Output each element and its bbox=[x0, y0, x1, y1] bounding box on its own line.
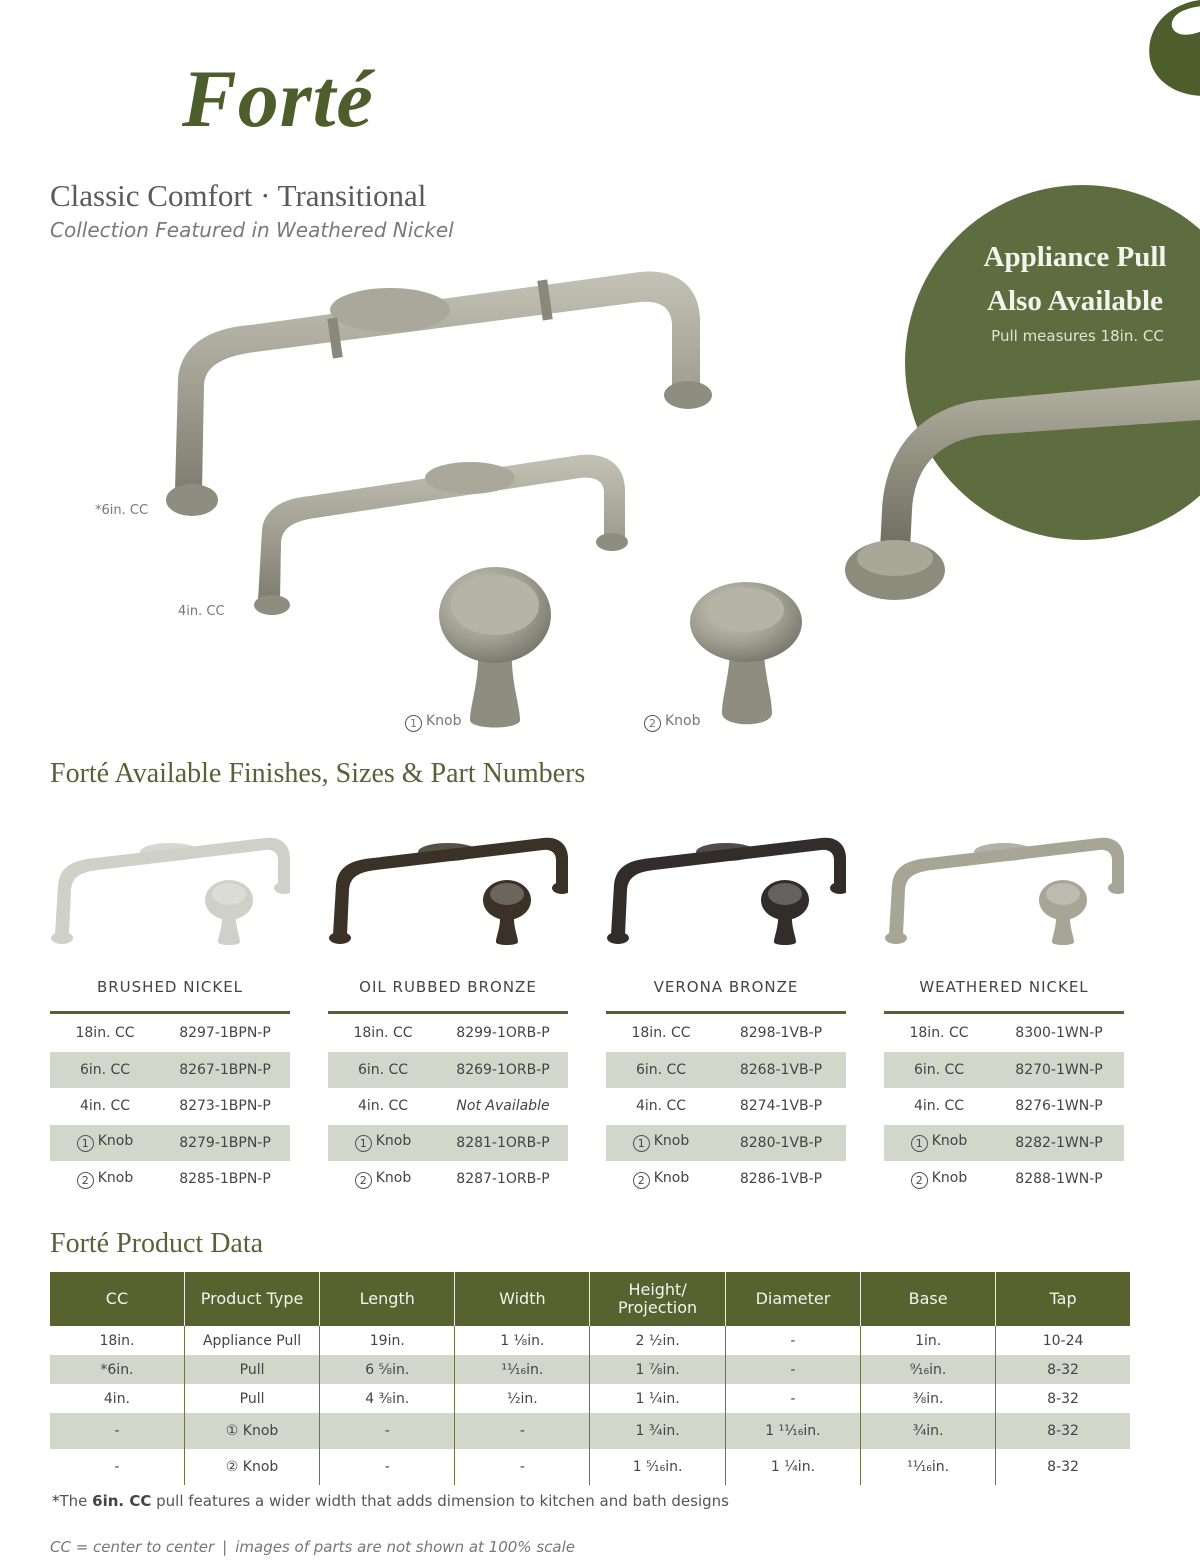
cell-width: - bbox=[455, 1449, 590, 1485]
table-row bbox=[50, 1413, 1130, 1449]
header-tap: Tap bbox=[996, 1272, 1130, 1326]
header-width: Width bbox=[455, 1272, 590, 1326]
finish-column bbox=[328, 830, 568, 1188]
cell-cc: *6in. bbox=[50, 1355, 184, 1384]
finish-rows bbox=[884, 1015, 1124, 1198]
finish-part-number: 8269-1ORB-P bbox=[456, 1061, 550, 1078]
finish-rule bbox=[328, 1011, 568, 1014]
finish-size bbox=[50, 1025, 160, 1041]
finish-product-image bbox=[884, 830, 1124, 960]
finish-size bbox=[884, 1025, 994, 1041]
finish-size bbox=[606, 1133, 716, 1152]
finish-row bbox=[606, 1125, 846, 1162]
cell-length: 6 ⅝in. bbox=[320, 1355, 455, 1384]
knob-number: 2 bbox=[633, 1172, 650, 1189]
cell-diameter: - bbox=[725, 1326, 860, 1355]
finish-part-number: 8267-1BPN-P bbox=[179, 1061, 271, 1078]
finish-size-text: 6in. CC bbox=[79, 1061, 131, 1078]
cell-diameter: - bbox=[725, 1384, 860, 1413]
finish-product-image bbox=[328, 830, 568, 960]
knob-2-number: 2 bbox=[644, 715, 661, 732]
cell-tap: 8-32 bbox=[1047, 1459, 1079, 1475]
knob-number: 1 bbox=[911, 1135, 928, 1152]
knob-number: 2 bbox=[77, 1172, 94, 1189]
finish-size bbox=[50, 1170, 160, 1189]
finish-size bbox=[884, 1170, 994, 1189]
finish-size-text: 18in. CC bbox=[353, 1025, 413, 1042]
cell-product-type: ② Knob bbox=[184, 1449, 319, 1485]
finish-row bbox=[50, 1161, 290, 1198]
knob-1-text: Knob bbox=[426, 713, 462, 729]
finish-size-text: Knob bbox=[931, 1133, 968, 1150]
collection-style: Classic Comfort · Transitional bbox=[50, 178, 427, 213]
finish-size-text: 4in. CC bbox=[913, 1098, 965, 1115]
finish-size-text: Knob bbox=[653, 1169, 690, 1186]
footnote-star: * bbox=[52, 1492, 60, 1510]
cell-height-projection: 1 ⁵⁄₁₆in. bbox=[590, 1449, 725, 1485]
cell-base: 1in. bbox=[861, 1326, 996, 1355]
finish-part-number: 8298-1VB-P bbox=[739, 1025, 823, 1042]
finish-size-text: Knob bbox=[653, 1133, 690, 1150]
header-product-type: Product Type bbox=[184, 1272, 319, 1326]
finish-size bbox=[884, 1098, 994, 1114]
finish-column bbox=[884, 830, 1124, 1188]
finish-row bbox=[328, 1161, 568, 1198]
cell-cc: 4in. bbox=[50, 1384, 184, 1413]
cell-base: ⅜in. bbox=[861, 1384, 996, 1413]
finish-part-number: 8268-1VB-P bbox=[739, 1061, 823, 1078]
finish-row bbox=[606, 1161, 846, 1198]
cell-product-type: ① Knob bbox=[184, 1413, 319, 1449]
header-base: Base bbox=[861, 1272, 996, 1326]
appliance-note: Pull measures 18in. CC bbox=[991, 327, 1164, 345]
finish-rows bbox=[328, 1015, 568, 1198]
finish-row bbox=[50, 1088, 290, 1125]
finish-row bbox=[50, 1125, 290, 1162]
finish-part-number: 8279-1BPN-P bbox=[179, 1134, 271, 1151]
finish-part-number: 8286-1VB-P bbox=[739, 1171, 823, 1188]
finish-size-text: Knob bbox=[375, 1169, 412, 1186]
footnote-pre: The bbox=[59, 1492, 93, 1510]
finish-rule bbox=[50, 1011, 290, 1014]
finish-size bbox=[606, 1025, 716, 1041]
pull-4in-image bbox=[254, 455, 628, 615]
cell-height-projection: 1 ¾in. bbox=[590, 1413, 725, 1449]
cell-tap: 8-32 bbox=[1047, 1390, 1079, 1407]
cell-width: ¹¹⁄₁₆in. bbox=[455, 1355, 590, 1384]
knob-number: 1 bbox=[355, 1135, 372, 1152]
knob-1-label bbox=[405, 713, 462, 732]
finish-row bbox=[884, 1125, 1124, 1162]
finish-column bbox=[50, 830, 290, 1188]
cell-length: - bbox=[320, 1413, 455, 1449]
pull-6in-label: *6in. CC bbox=[95, 503, 149, 518]
cell-product-type: Pull bbox=[184, 1384, 319, 1413]
knob-2-image bbox=[690, 582, 802, 724]
finish-row bbox=[884, 1052, 1124, 1089]
cell-product-type: Appliance Pull bbox=[184, 1326, 319, 1355]
finish-size-text: Knob bbox=[375, 1133, 412, 1150]
brand-title: Forté bbox=[182, 53, 374, 144]
knob-number: 1 bbox=[77, 1135, 94, 1152]
finish-row bbox=[328, 1125, 568, 1162]
cell-tap: 8-32 bbox=[996, 1413, 1130, 1449]
finish-part-number: Not Available bbox=[456, 1098, 550, 1115]
cell-product-type: Pull bbox=[184, 1355, 319, 1384]
cell-length: 19in. bbox=[320, 1326, 455, 1355]
legend-left: CC = center to center bbox=[50, 1538, 215, 1556]
table-row bbox=[50, 1326, 1130, 1355]
finish-row bbox=[50, 1015, 290, 1052]
finish-part-number: 8288-1WN-P bbox=[1015, 1171, 1103, 1188]
finish-part-number: 8287-1ORB-P bbox=[456, 1171, 550, 1188]
header-length: Length bbox=[320, 1272, 455, 1326]
finish-part-number: 8300-1WN-P bbox=[1015, 1025, 1103, 1042]
cell-height-projection: 1 ¼in. bbox=[590, 1384, 725, 1413]
cell-width: - bbox=[455, 1413, 590, 1449]
finish-size-text: 18in. CC bbox=[631, 1025, 691, 1042]
table-row bbox=[50, 1355, 1130, 1384]
cell-base: ¹¹⁄₁₆in. bbox=[861, 1449, 996, 1485]
finish-size-text: 4in. CC bbox=[357, 1098, 409, 1115]
finish-size bbox=[884, 1062, 994, 1078]
table-row bbox=[50, 1384, 1130, 1413]
finish-name: VERONA BRONZE bbox=[653, 978, 799, 996]
hero-products-image bbox=[0, 250, 860, 740]
finish-part-number: 8270-1WN-P bbox=[1015, 1061, 1103, 1078]
knob-2-text: Knob bbox=[665, 713, 701, 729]
table-row bbox=[50, 1449, 1130, 1485]
cell-tap: 8-32 bbox=[996, 1355, 1130, 1384]
cell-tap: 10-24 bbox=[1042, 1332, 1084, 1349]
finish-product-image bbox=[606, 830, 846, 960]
finish-size-text: 18in. CC bbox=[909, 1025, 969, 1042]
finish-name: OIL RUBBED BRONZE bbox=[359, 978, 537, 996]
cell-diameter: 1 ¼in. bbox=[725, 1449, 860, 1485]
finish-size bbox=[884, 1133, 994, 1152]
finish-size-text: Knob bbox=[931, 1169, 968, 1186]
finish-name: BRUSHED NICKEL bbox=[96, 978, 244, 996]
finish-product-image bbox=[50, 830, 290, 960]
finish-row bbox=[884, 1161, 1124, 1198]
finish-row bbox=[606, 1015, 846, 1052]
finish-row bbox=[50, 1052, 290, 1089]
finish-size bbox=[328, 1062, 438, 1078]
finish-part-number: 8280-1VB-P bbox=[739, 1134, 823, 1151]
knob-1-image bbox=[439, 567, 551, 728]
finish-rule bbox=[884, 1011, 1124, 1014]
cell-cc: - bbox=[50, 1413, 184, 1449]
finish-part-number: 8297-1BPN-P bbox=[179, 1025, 271, 1042]
cell-cc: 18in. bbox=[50, 1326, 184, 1355]
cell-diameter: 1 ¹¹⁄₁₆in. bbox=[725, 1413, 860, 1449]
cell-length: - bbox=[320, 1449, 455, 1485]
product-data-header-row bbox=[50, 1272, 1130, 1326]
knob-number: 2 bbox=[355, 1172, 372, 1189]
appliance-title-line2: Also Available bbox=[987, 285, 1163, 317]
finish-part-number: 8273-1BPN-P bbox=[179, 1098, 271, 1115]
finish-size bbox=[50, 1062, 160, 1078]
appliance-title bbox=[950, 235, 1200, 323]
knob-number: 2 bbox=[911, 1172, 928, 1189]
appliance-pull-image bbox=[830, 360, 1200, 620]
finish-part-number: 8276-1WN-P bbox=[1015, 1098, 1103, 1115]
finish-part-number: 8281-1ORB-P bbox=[456, 1134, 550, 1151]
finish-size-text: 4in. CC bbox=[79, 1098, 131, 1115]
footnote-bold: 6in. CC bbox=[92, 1492, 152, 1510]
cell-base: ¾in. bbox=[861, 1413, 996, 1449]
cell-width: ½in. bbox=[455, 1384, 590, 1413]
finish-rows bbox=[50, 1015, 290, 1198]
pull-4in-label: 4in. CC bbox=[178, 604, 225, 619]
legend bbox=[50, 1538, 575, 1556]
cell-height-projection: 2 ½in. bbox=[590, 1326, 725, 1355]
legend-right: images of parts are not shown at 100% scale bbox=[235, 1538, 575, 1556]
finish-size bbox=[606, 1098, 716, 1114]
finish-size bbox=[328, 1025, 438, 1041]
finish-size bbox=[606, 1062, 716, 1078]
finish-name: WEATHERED NICKEL bbox=[919, 978, 1089, 996]
finish-size-text: 6in. CC bbox=[635, 1061, 687, 1078]
finish-row bbox=[328, 1052, 568, 1089]
finish-size bbox=[50, 1133, 160, 1152]
finish-row bbox=[328, 1088, 568, 1125]
finish-size bbox=[50, 1098, 160, 1114]
legend-separator: | bbox=[222, 1538, 228, 1556]
finish-size-text: 18in. CC bbox=[75, 1025, 135, 1042]
collection-subtitle: Collection Featured in Weathered Nickel bbox=[50, 218, 454, 242]
finish-rule bbox=[606, 1011, 846, 1014]
finishes-section-title: Forté Available Finishes, Sizes & Part Numbers bbox=[50, 758, 586, 789]
finish-size-text: 6in. CC bbox=[357, 1061, 409, 1078]
finish-part-number: 8282-1WN-P bbox=[1015, 1134, 1103, 1151]
finish-row bbox=[328, 1015, 568, 1052]
finish-size-text: Knob bbox=[97, 1133, 134, 1150]
footnote-post: pull features a wider width that adds dimension to kitchen and bath designs bbox=[151, 1492, 729, 1510]
header-height-projection: Height/ Projection bbox=[590, 1272, 725, 1326]
finish-row bbox=[606, 1088, 846, 1125]
finish-size-text: 4in. CC bbox=[635, 1098, 687, 1115]
product-data-table bbox=[50, 1272, 1130, 1485]
finish-column bbox=[606, 830, 846, 1188]
footnote bbox=[52, 1492, 729, 1510]
finish-row bbox=[884, 1088, 1124, 1125]
header-cc: CC bbox=[50, 1272, 184, 1326]
product-data-section-title: Forté Product Data bbox=[50, 1228, 264, 1259]
knob-2-label bbox=[644, 713, 701, 732]
finish-part-number: 8274-1VB-P bbox=[739, 1098, 823, 1115]
finish-part-number: 8299-1ORB-P bbox=[456, 1025, 550, 1042]
cell-length: 4 ⅜in. bbox=[320, 1384, 455, 1413]
cell-diameter: - bbox=[725, 1355, 860, 1384]
finish-row bbox=[606, 1052, 846, 1089]
knob-number: 1 bbox=[633, 1135, 650, 1152]
finish-size bbox=[328, 1098, 438, 1114]
cell-base: ⁹⁄₁₆in. bbox=[861, 1355, 996, 1384]
appliance-title-line1: Appliance Pull bbox=[983, 241, 1167, 273]
finish-size bbox=[328, 1133, 438, 1152]
finish-part-number: 8285-1BPN-P bbox=[179, 1171, 271, 1188]
finish-row bbox=[884, 1015, 1124, 1052]
finish-rows bbox=[606, 1015, 846, 1198]
cell-height-projection: 1 ⅞in. bbox=[590, 1355, 725, 1384]
cell-cc: - bbox=[50, 1449, 184, 1485]
finish-size-text: Knob bbox=[97, 1169, 134, 1186]
header-diameter: Diameter bbox=[725, 1272, 860, 1326]
brand-logo-mark bbox=[1145, 0, 1200, 100]
cell-width: 1 ⅛in. bbox=[455, 1326, 590, 1355]
finish-size-text: 6in. CC bbox=[913, 1061, 965, 1078]
knob-1-number: 1 bbox=[405, 715, 422, 732]
finish-size bbox=[606, 1170, 716, 1189]
finish-size bbox=[328, 1170, 438, 1189]
